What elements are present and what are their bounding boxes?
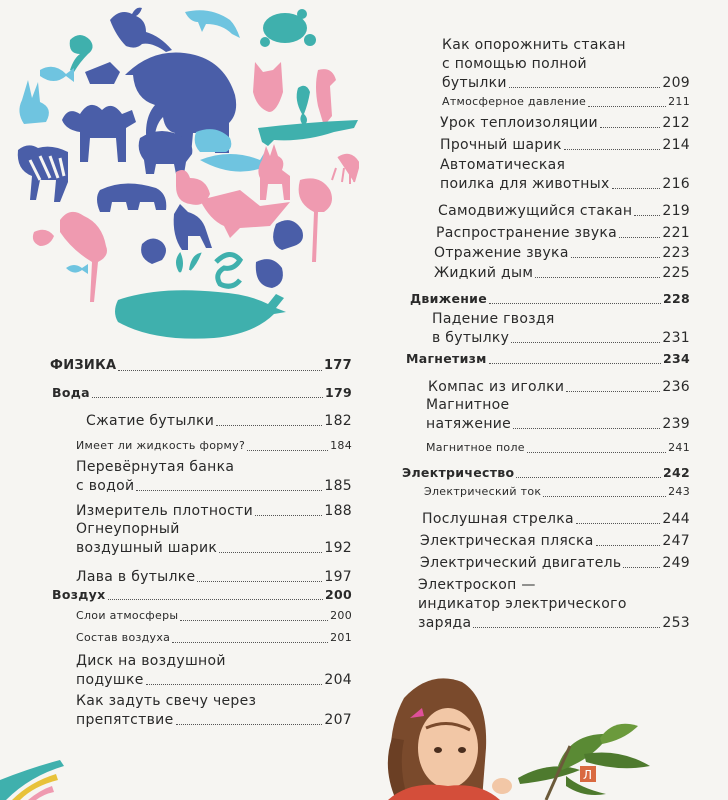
toc-leader-dots [489, 302, 661, 304]
toc-leader-dots [473, 626, 660, 628]
toc-page-number: 216 [662, 176, 690, 192]
toc-leader-dots [513, 427, 660, 429]
toc-leader-dots [92, 396, 323, 398]
toc-entry[interactable] [428, 376, 690, 395]
toc-page-number: 241 [668, 441, 690, 454]
toc-page-number: 182 [324, 413, 352, 429]
toc-page-number: 223 [662, 245, 690, 261]
toc-entry-title: Падение гвоздя [432, 311, 555, 327]
toc-entry-title: индикатор электрического [418, 596, 627, 612]
toc-leader-dots [197, 580, 322, 582]
toc-page-number: 234 [663, 351, 690, 366]
toc-leader-dots [623, 566, 660, 568]
toc-entry[interactable] [420, 552, 690, 571]
toc-leader-dots [489, 362, 661, 364]
toc-entry-title: Жидкий дым [434, 265, 534, 281]
toc-entry-line [76, 709, 352, 728]
toc-entry[interactable] [52, 382, 352, 401]
toc-page-number: 201 [330, 631, 352, 644]
toc-entry-line [436, 222, 690, 241]
toc-page-number: 211 [668, 95, 690, 108]
toc-entry-title: Урок теплоизоляции [440, 115, 598, 131]
toc-entry-line [440, 112, 690, 131]
toc-entry-line [410, 288, 690, 307]
toc-page-number: 177 [323, 358, 352, 373]
monkey-icon [141, 238, 166, 264]
toc-leader-dots [527, 451, 666, 453]
toc-entry-line [76, 537, 352, 556]
toc-entry-line [76, 669, 352, 688]
girl-photo [370, 668, 700, 800]
wolf-icon [174, 204, 212, 250]
toc-entry-line [440, 154, 690, 173]
toc-entry[interactable] [76, 438, 352, 454]
squirrel-icon [273, 220, 303, 250]
toc-entry-line [420, 530, 690, 549]
toc-entry-line [50, 358, 352, 374]
toc-entry[interactable] [76, 630, 352, 646]
fish-icon [40, 67, 74, 82]
toc-entry-title: Движение [410, 291, 487, 306]
bear-icon [97, 183, 166, 212]
toc-page-number: 247 [662, 533, 690, 549]
toc-entry-title: Автоматическая [440, 157, 566, 173]
toc-entry-line [442, 94, 690, 110]
toc-entry-line [426, 440, 690, 456]
toc-entry-title: Состав воздуха [76, 631, 171, 644]
animals-illustration [0, 0, 380, 350]
crocodile-icon [258, 120, 358, 146]
toc-page-number: 200 [330, 609, 352, 622]
toc-entry-line [440, 173, 690, 192]
toc-leader-dots [588, 105, 666, 107]
toc-entry-line [52, 382, 352, 401]
toc-entry-line [434, 262, 690, 281]
toc-entry[interactable] [442, 34, 690, 91]
toc-entry-line [442, 53, 690, 72]
toc-entry-title: Вода [52, 385, 90, 400]
toc-leader-dots [596, 544, 661, 546]
toc-page-number: 197 [324, 569, 352, 585]
toc-entry-title: Электрический ток [424, 485, 542, 498]
seahorse-icon [297, 86, 310, 126]
toc-entry-line [442, 72, 690, 91]
toc-entry[interactable] [424, 484, 690, 500]
toc-entry-line [76, 410, 352, 429]
toc-leader-dots [108, 598, 324, 600]
toc-entry-title: заряда [418, 615, 472, 631]
toc-entry-title: Атмосферное давление [442, 95, 587, 108]
toc-entry[interactable] [76, 608, 352, 624]
toc-page-number: 219 [662, 203, 690, 219]
toc-entry-line [440, 134, 690, 153]
toc-leader-dots [509, 86, 661, 88]
toc-entry-line [424, 484, 690, 500]
toc-entry-title: Магнетизм [406, 351, 487, 366]
toc-entry[interactable] [432, 308, 690, 346]
dolphin-icon [185, 10, 240, 38]
toc-entry-title: Электрическая пляска [420, 533, 594, 549]
pencils-illustration [0, 760, 70, 800]
toc-entry-title: натяжение [426, 416, 512, 432]
toc-page-number: 207 [324, 712, 352, 728]
toc-leader-dots [543, 495, 666, 497]
toc-page-number: 231 [662, 330, 690, 346]
toc-entry-line [418, 574, 690, 593]
toc-entry[interactable] [76, 500, 352, 519]
toc-entry-title: препятствие [76, 712, 174, 728]
toc-entry-title: в бутылку [432, 330, 510, 346]
toc-leader-dots [566, 390, 660, 392]
zebra-icon [18, 145, 68, 202]
toc-entry-title: Магнитное поле [426, 441, 525, 454]
toc-entry-line [52, 584, 352, 603]
toc-leader-dots [180, 619, 328, 621]
toc-page-number: 212 [662, 115, 690, 131]
toc-entry-title: Прочный шарик [440, 137, 562, 153]
toc-entry[interactable] [440, 134, 690, 153]
toc-entry[interactable] [76, 518, 352, 556]
toc-leader-dots [571, 256, 661, 258]
watermark-text: Л [583, 768, 593, 782]
toc-page-number: 253 [662, 615, 690, 631]
whale-icon [115, 290, 286, 338]
toc-page-number: 221 [662, 225, 690, 241]
toc-leader-dots [612, 187, 661, 189]
toc-page-number: 225 [662, 265, 690, 281]
toc-entry-title: с водой [76, 478, 135, 494]
toc-entry-title: Компас из иголки [428, 379, 565, 395]
parrot-icon [316, 69, 336, 126]
toc-entry[interactable] [434, 242, 690, 261]
lizard-icon [70, 35, 93, 72]
toc-entry-line [76, 518, 352, 537]
toc-entry-line [406, 348, 690, 367]
toc-entry[interactable] [76, 566, 352, 585]
toc-entry-title: Отражение звука [434, 245, 569, 261]
toc-entry-line [76, 475, 352, 494]
toc-page-number: 185 [324, 478, 352, 494]
toc-entry-title: Сжатие бутылки [86, 413, 215, 429]
toc-leader-dots [255, 514, 322, 516]
toc-entry[interactable] [76, 690, 352, 728]
toc-entry-title: Имеет ли жидкость форму? [76, 439, 246, 452]
toc-section-title[interactable] [50, 358, 352, 374]
owl-icon [253, 62, 283, 112]
toc-entry-line [422, 508, 690, 527]
toc-leader-dots [247, 449, 328, 451]
toc-entry-line [432, 308, 690, 327]
toc-entry-title: Лава в бутылке [76, 569, 196, 585]
toc-page-number: 184 [330, 439, 352, 452]
jellyfish-icon [332, 155, 358, 184]
toc-entry[interactable] [406, 348, 690, 367]
toc-page-number: 242 [663, 465, 690, 480]
camel-icon [62, 105, 136, 162]
toc-entry-line [442, 34, 690, 53]
toc-entry-line [428, 376, 690, 395]
toc-entry[interactable] [76, 650, 352, 688]
fox-icon [85, 62, 120, 84]
toc-entry[interactable] [420, 530, 690, 549]
toc-entry-title: Магнитное [426, 397, 510, 413]
splash-icon [177, 254, 200, 272]
toc-entry[interactable] [76, 410, 352, 429]
fish-icon [66, 264, 88, 274]
toc-entry-line [76, 456, 352, 475]
toc-entry-title: Распространение звука [436, 225, 618, 241]
rabbit-icon [19, 80, 48, 124]
toc-entry-line [76, 608, 352, 624]
toc-leader-dots [619, 236, 660, 238]
toc-entry-line [76, 650, 352, 669]
toc-leader-dots [176, 723, 323, 725]
toc-leader-dots [564, 148, 661, 150]
toc-entry[interactable] [436, 222, 690, 241]
kangaroo-icon [110, 8, 172, 52]
toc-page-number: 204 [324, 672, 352, 688]
deer-icon [258, 144, 290, 200]
toc-entry-title: Диск на воздушной [76, 653, 226, 669]
toc-page-number: 214 [662, 137, 690, 153]
toc-entry-line [402, 462, 690, 481]
toc-entry-title: с помощью полной [442, 56, 587, 72]
toc-entry-title: подушке [76, 672, 144, 688]
toc-entry-title: поилка для животных [440, 176, 610, 192]
toc-entry-line [426, 394, 690, 413]
toc-entry-title: Электричество [402, 465, 515, 480]
toc-entry-title: Электрический двигатель [420, 555, 622, 571]
toc-page-number: 243 [668, 485, 690, 498]
toc-entry-title: бутылки [442, 75, 507, 91]
toc-entry[interactable] [440, 154, 690, 192]
toc-entry-line [76, 566, 352, 585]
toc-leader-dots [118, 369, 322, 371]
toc-leader-dots [634, 214, 660, 216]
flamingo-icon [299, 178, 332, 262]
toc-page-number: 244 [662, 511, 690, 527]
dove-icon [33, 230, 54, 246]
toc-entry[interactable] [438, 200, 690, 219]
toc-entry[interactable] [442, 94, 690, 110]
toc-entry-line [76, 690, 352, 709]
toc-page-number: 179 [325, 385, 352, 400]
toc-page-number: 200 [325, 587, 352, 602]
koala-icon [256, 259, 283, 288]
toc-entry-line [426, 413, 690, 432]
toc-entry-line [432, 327, 690, 346]
toc-leader-dots [216, 424, 322, 426]
toc-entry-title: Слои атмосферы [76, 609, 179, 622]
toc-entry[interactable] [52, 584, 352, 603]
toc-page-number: 188 [324, 503, 352, 519]
toc-leader-dots [600, 126, 660, 128]
toc-page-number: 249 [662, 555, 690, 571]
toc-leader-dots [219, 551, 322, 553]
toc-entry-line [76, 630, 352, 646]
toc-entry[interactable] [76, 456, 352, 494]
toc-entry-title: Послушная стрелка [422, 511, 574, 527]
toc-page-number: 239 [662, 416, 690, 432]
toc-entry-line [76, 500, 352, 519]
toc-entry-title: Измеритель плотности [76, 503, 253, 519]
toc-entry-title: Как опорожнить стакан [442, 37, 626, 53]
toc-page-number: 228 [663, 291, 690, 306]
toc-leader-dots [516, 476, 661, 478]
toc-page-number: 236 [662, 379, 690, 395]
toc-entry[interactable] [402, 462, 690, 481]
section-title-text: ФИЗИКА [50, 358, 117, 373]
toc-entry-title: Воздух [52, 587, 106, 602]
toc-entry[interactable] [410, 288, 690, 307]
toc-entry-line [418, 612, 690, 631]
toc-entry-title: Огнеупорный [76, 521, 180, 537]
toc-leader-dots [172, 641, 328, 643]
toc-leader-dots [576, 522, 661, 524]
toc-entry-line [76, 438, 352, 454]
toc-leader-dots [511, 341, 660, 343]
toc-entry-title: Самодвижущийся стакан [438, 203, 633, 219]
toc-entry[interactable] [418, 574, 690, 631]
toc-page-number: 209 [662, 75, 690, 91]
toc-leader-dots [136, 489, 322, 491]
toc-entry[interactable] [426, 440, 690, 456]
toc-page-number: 192 [324, 540, 352, 556]
toc-entry-line [418, 593, 690, 612]
flamingo-icon [60, 212, 107, 302]
toc-entry-title: Электроскоп — [418, 577, 536, 593]
toc-entry-title: Как задуть свечу через [76, 693, 257, 709]
toc-leader-dots [146, 683, 323, 685]
toc-entry[interactable] [422, 508, 690, 527]
toc-entry[interactable] [434, 262, 690, 281]
snake-icon [216, 254, 240, 286]
toc-entry-title: воздушный шарик [76, 540, 218, 556]
toc-entry-line [438, 200, 690, 219]
toc-entry[interactable] [440, 112, 690, 131]
toc-entry-line [420, 552, 690, 571]
toc-entry-line [434, 242, 690, 261]
toc-entry[interactable] [426, 394, 690, 432]
toc-entry-title: Перевёрнутая банка [76, 459, 235, 475]
toc-leader-dots [535, 276, 660, 278]
